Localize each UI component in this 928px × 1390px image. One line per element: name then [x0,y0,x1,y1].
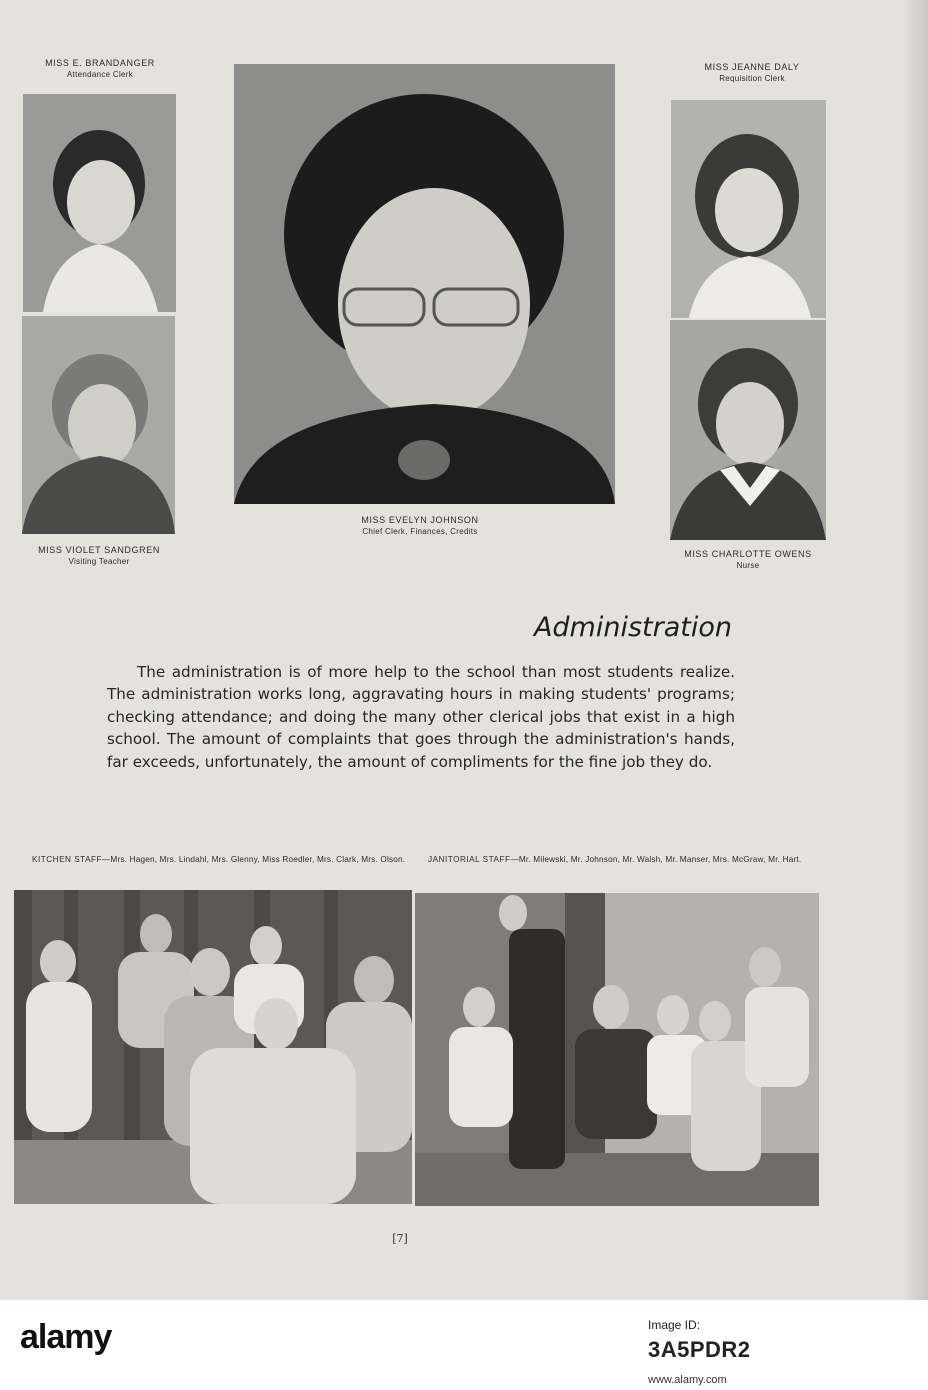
section-title: Administration [533,612,732,643]
image-id [648,1318,751,1363]
person-title: Visiting Teacher [68,557,130,566]
gutter-shadow [902,0,928,1300]
page-number: [7] [392,1232,408,1245]
kitchen-staff-lead: KITCHEN STAFF [32,855,103,864]
person-name: MISS EVELYN JOHNSON [361,515,479,525]
image-id-label: Image ID: [648,1318,701,1332]
person-name: MISS JEANNE DALY [704,62,800,72]
caption-sandgren [14,545,184,567]
image-id-code: 3A5PDR2 [648,1337,751,1362]
caption-daly [672,62,832,84]
person-name: MISS E. BRANDANGER [45,58,155,68]
portrait-johnson [234,64,615,504]
janitorial-staff-photo [415,893,819,1206]
portrait-sandgren [22,316,175,534]
person-name: MISS VIOLET SANDGREN [38,545,160,555]
janitorial-staff-caption [428,855,813,865]
janitorial-staff-names: —Mr. Milewski, Mr. Johnson, Mr. Walsh, Mr. Manser, Mrs. McGraw, Mr. Hart. [510,855,802,864]
watermark-strip [0,1300,928,1390]
portrait-owens [670,320,826,540]
person-title: Attendance Clerk [66,70,134,79]
caption-owens [662,549,834,571]
caption-johnson [270,515,570,537]
kitchen-staff-names: —Mrs. Hagen, Mrs. Lindahl, Mrs. Glenny, Miss Roedler, Mrs. Clark, Mrs. Olson. [102,855,406,864]
section-body: The administration is of more help to the school than most students realize. The administration works long, aggravating hours in making students' programs; checking attendance; and doing the many other clerical jobs that exist in a high school. The amount of complaints that goes through the administration's hands, far exceeds, unfortunately, the amount of compliments for the fine job they do. [107,663,735,771]
caption-brandanger [22,58,178,80]
alamy-logo: alamy [20,1318,112,1356]
kitchen-staff-photo [14,890,412,1204]
alamy-url: www.alamy.com [648,1374,727,1386]
janitorial-staff-lead: JANITORIAL STAFF [428,855,511,864]
portrait-daly [671,100,826,318]
person-title: Chief Clerk, Finances, Credits [362,527,478,536]
kitchen-staff-caption [32,855,412,865]
person-name: MISS CHARLOTTE OWENS [684,549,812,559]
person-title: Nurse [736,561,760,570]
portrait-brandanger [23,94,176,312]
person-title: Requisition Clerk [719,74,785,83]
